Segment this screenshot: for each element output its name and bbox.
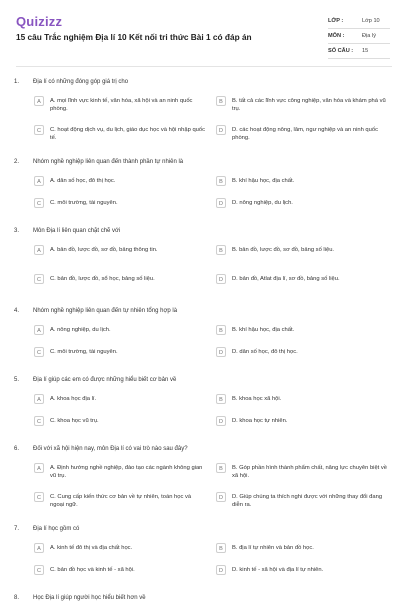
option-text: A. Định hướng nghề nghiệp, đào tạo các ngành không gian vũ trụ. <box>50 465 203 479</box>
option-letter-box: A <box>34 543 44 553</box>
option-text: C. hoạt động dịch vụ, du lịch, giáo dục học và hội nhập quốc tế. <box>50 127 206 141</box>
question-number: 2. <box>14 159 20 165</box>
option-letter-box: C <box>34 125 44 135</box>
question-text: Học Địa lí giúp người học hiểu biết hơn về <box>33 595 146 601</box>
option-text: B. tất cả các lĩnh vực công nghiệp, văn hóa và khám phá vũ trụ. <box>232 98 386 112</box>
option-text: D. Giúp chúng ta thích nghi được với những thay đổi đang diễn ra. <box>232 494 383 508</box>
question <box>0 154 400 223</box>
document-header <box>0 0 400 62</box>
answer-option[interactable] <box>34 394 206 404</box>
answer-option[interactable] <box>216 176 388 186</box>
option-text: A. khoa học địa lí. <box>50 396 97 402</box>
answer-option[interactable] <box>216 325 388 335</box>
meta-value: 15 <box>362 48 369 54</box>
option-text: A. dân số học, đô thị học. <box>50 178 116 184</box>
option-letter-box: C <box>34 274 44 284</box>
option-letter-box: B <box>216 176 226 186</box>
option-letter-box: B <box>216 325 226 335</box>
answer-option[interactable] <box>34 463 206 480</box>
header-divider <box>16 66 392 67</box>
question <box>0 372 400 441</box>
question-number: 7. <box>14 526 20 532</box>
answer-option[interactable] <box>216 543 388 553</box>
option-letter-box: C <box>34 198 44 208</box>
quizizz-logo: Quizizz <box>16 14 63 29</box>
meta-row-grade <box>328 14 390 29</box>
option-text: B. địa lí tự nhiên và bản đồ học. <box>232 545 314 551</box>
answer-option[interactable] <box>34 565 206 575</box>
option-text: B. khoa học xã hội. <box>232 396 282 402</box>
meta-value: Địa lý <box>362 33 376 39</box>
option-letter-box: B <box>216 96 226 106</box>
answer-option[interactable] <box>216 394 388 404</box>
question-head <box>14 526 79 532</box>
question-number: 1. <box>14 79 20 85</box>
option-text: C. Cung cấp kiến thức cơ bản về tự nhiên, toán học và ngoại ngữ. <box>50 494 192 508</box>
option-letter-box: D <box>216 125 226 135</box>
option-text: B. khí hậu học, địa chất. <box>232 327 295 333</box>
meta-label: SỐ CÂU : <box>328 48 354 54</box>
option-text: D. kinh tế - xã hội và địa lí tự nhiên. <box>232 567 324 573</box>
option-text: C. bản đồ học và kinh tế - xã hội. <box>50 567 135 573</box>
question-number: 6. <box>14 446 20 452</box>
option-text: D. nông nghiệp, du lịch. <box>232 200 293 206</box>
answer-option[interactable] <box>34 416 206 426</box>
question <box>0 441 400 521</box>
page-title: 15 câu Trắc nghiệm Địa lí 10 Kết nối tri thức Bài 1 có đáp án <box>16 32 252 42</box>
question-number: 5. <box>14 377 20 383</box>
question-list <box>0 74 400 610</box>
option-text: C. khoa học vũ trụ. <box>50 418 99 424</box>
question-head <box>14 308 177 314</box>
answer-option[interactable] <box>34 543 206 553</box>
option-letter-box: C <box>34 416 44 426</box>
option-text: C. bản đồ, lược đồ, sổ học, bảng số liệu. <box>50 276 155 282</box>
answer-option[interactable] <box>34 325 206 335</box>
question <box>0 74 400 154</box>
question-number: 4. <box>14 308 20 314</box>
option-text: C. môi trường, tài nguyên. <box>50 349 118 355</box>
meta-label: LỚP : <box>328 18 344 24</box>
option-letter-box: B <box>216 245 226 255</box>
option-text: B. bản đồ, lược đồ, sơ đồ, bảng số liệu. <box>232 247 335 253</box>
answer-option[interactable] <box>216 492 388 509</box>
meta-panel <box>328 14 390 59</box>
question-head <box>14 159 183 165</box>
option-letter-box: B <box>216 543 226 553</box>
question <box>0 223 400 303</box>
answer-option[interactable] <box>216 565 388 575</box>
option-letter-box: A <box>34 463 44 473</box>
option-letter-box: C <box>34 565 44 575</box>
option-text: A. kinh tế đô thị và địa chất học. <box>50 545 133 551</box>
question-head <box>14 228 120 234</box>
question-text: Môn Địa lí liên quan chặt chẽ với <box>33 228 121 234</box>
answer-option[interactable] <box>34 125 206 142</box>
option-letter-box: B <box>216 394 226 404</box>
question-text: Đối với xã hội hiện nay, môn Địa lí có vai trò nào sau đây? <box>33 446 188 452</box>
question-number: 3. <box>14 228 20 234</box>
question <box>0 303 400 372</box>
meta-value: Lớp 10 <box>362 18 380 24</box>
answer-option[interactable] <box>34 492 206 509</box>
option-text: D. khoa học tự nhiên. <box>232 418 288 424</box>
question-text: Nhóm nghề nghiệp liên quan đến tự nhiên tổng hợp là <box>33 308 178 314</box>
meta-row-count <box>328 44 390 59</box>
question-number: 8. <box>14 595 20 601</box>
option-letter-box: A <box>34 325 44 335</box>
option-text: B. Góp phần hình thành phẩm chất, năng lực chuyên biệt về xã hội. <box>232 465 388 479</box>
answer-option[interactable] <box>216 416 388 426</box>
answer-option[interactable] <box>216 463 388 480</box>
option-text: B. khí hậu học, địa chất. <box>232 178 295 184</box>
option-letter-box: D <box>216 492 226 502</box>
option-text: A. nông nghiệp, du lịch. <box>50 327 111 333</box>
answer-option[interactable] <box>34 198 206 208</box>
question-head <box>14 79 128 85</box>
option-letter-box: A <box>34 245 44 255</box>
option-letter-box: D <box>216 565 226 575</box>
option-letter-box: B <box>216 463 226 473</box>
question <box>0 590 400 610</box>
answer-option[interactable] <box>216 245 388 255</box>
option-text: D. các hoạt động nông, lâm, ngư nghiệp và an ninh quốc phòng. <box>232 127 379 141</box>
option-letter-box: D <box>216 347 226 357</box>
question-text: Địa lí có những đóng góp giá trị cho <box>33 79 129 85</box>
meta-row-subject <box>328 29 390 44</box>
option-letter-box: C <box>34 347 44 357</box>
answer-option[interactable] <box>216 125 388 142</box>
question-text: Địa lí giúp các em có được những hiểu biết cơ bản về <box>33 377 177 383</box>
question-text: Địa lí học gồm có <box>33 526 80 532</box>
option-letter-box: A <box>34 394 44 404</box>
option-text: A. mọi lĩnh vực kinh tế, văn hóa, xã hội và an ninh quốc phòng. <box>50 98 193 112</box>
option-letter-box: C <box>34 492 44 502</box>
question <box>0 521 400 590</box>
answer-option[interactable] <box>216 347 388 357</box>
option-text: D. dân số học, đô thị học. <box>232 349 298 355</box>
option-text: A. bản đồ, lược đồ, sơ đồ, bảng thông tin. <box>50 247 158 253</box>
question-text: Nhóm nghề nghiệp liên quan đến thành phần tự nhiên là <box>33 159 184 165</box>
question-head <box>14 377 176 383</box>
option-letter-box: D <box>216 198 226 208</box>
option-text: C. môi trường, tài nguyên. <box>50 200 118 206</box>
answer-option[interactable] <box>216 274 388 284</box>
question-head <box>14 446 188 452</box>
option-letter-box: D <box>216 416 226 426</box>
answer-option[interactable] <box>34 176 206 186</box>
answer-option[interactable] <box>216 96 388 113</box>
option-letter-box: A <box>34 96 44 106</box>
answer-option[interactable] <box>34 245 206 255</box>
answer-option[interactable] <box>216 198 388 208</box>
option-letter-box: D <box>216 274 226 284</box>
option-letter-box: A <box>34 176 44 186</box>
answer-option[interactable] <box>34 274 206 284</box>
meta-label: MÔN : <box>328 33 345 39</box>
answer-option[interactable] <box>34 347 206 357</box>
answer-option[interactable] <box>34 96 206 113</box>
option-text: D. bản đồ, Atlat địa lí, sơ đồ, bảng số liệu. <box>232 276 340 282</box>
question-head <box>14 595 146 601</box>
